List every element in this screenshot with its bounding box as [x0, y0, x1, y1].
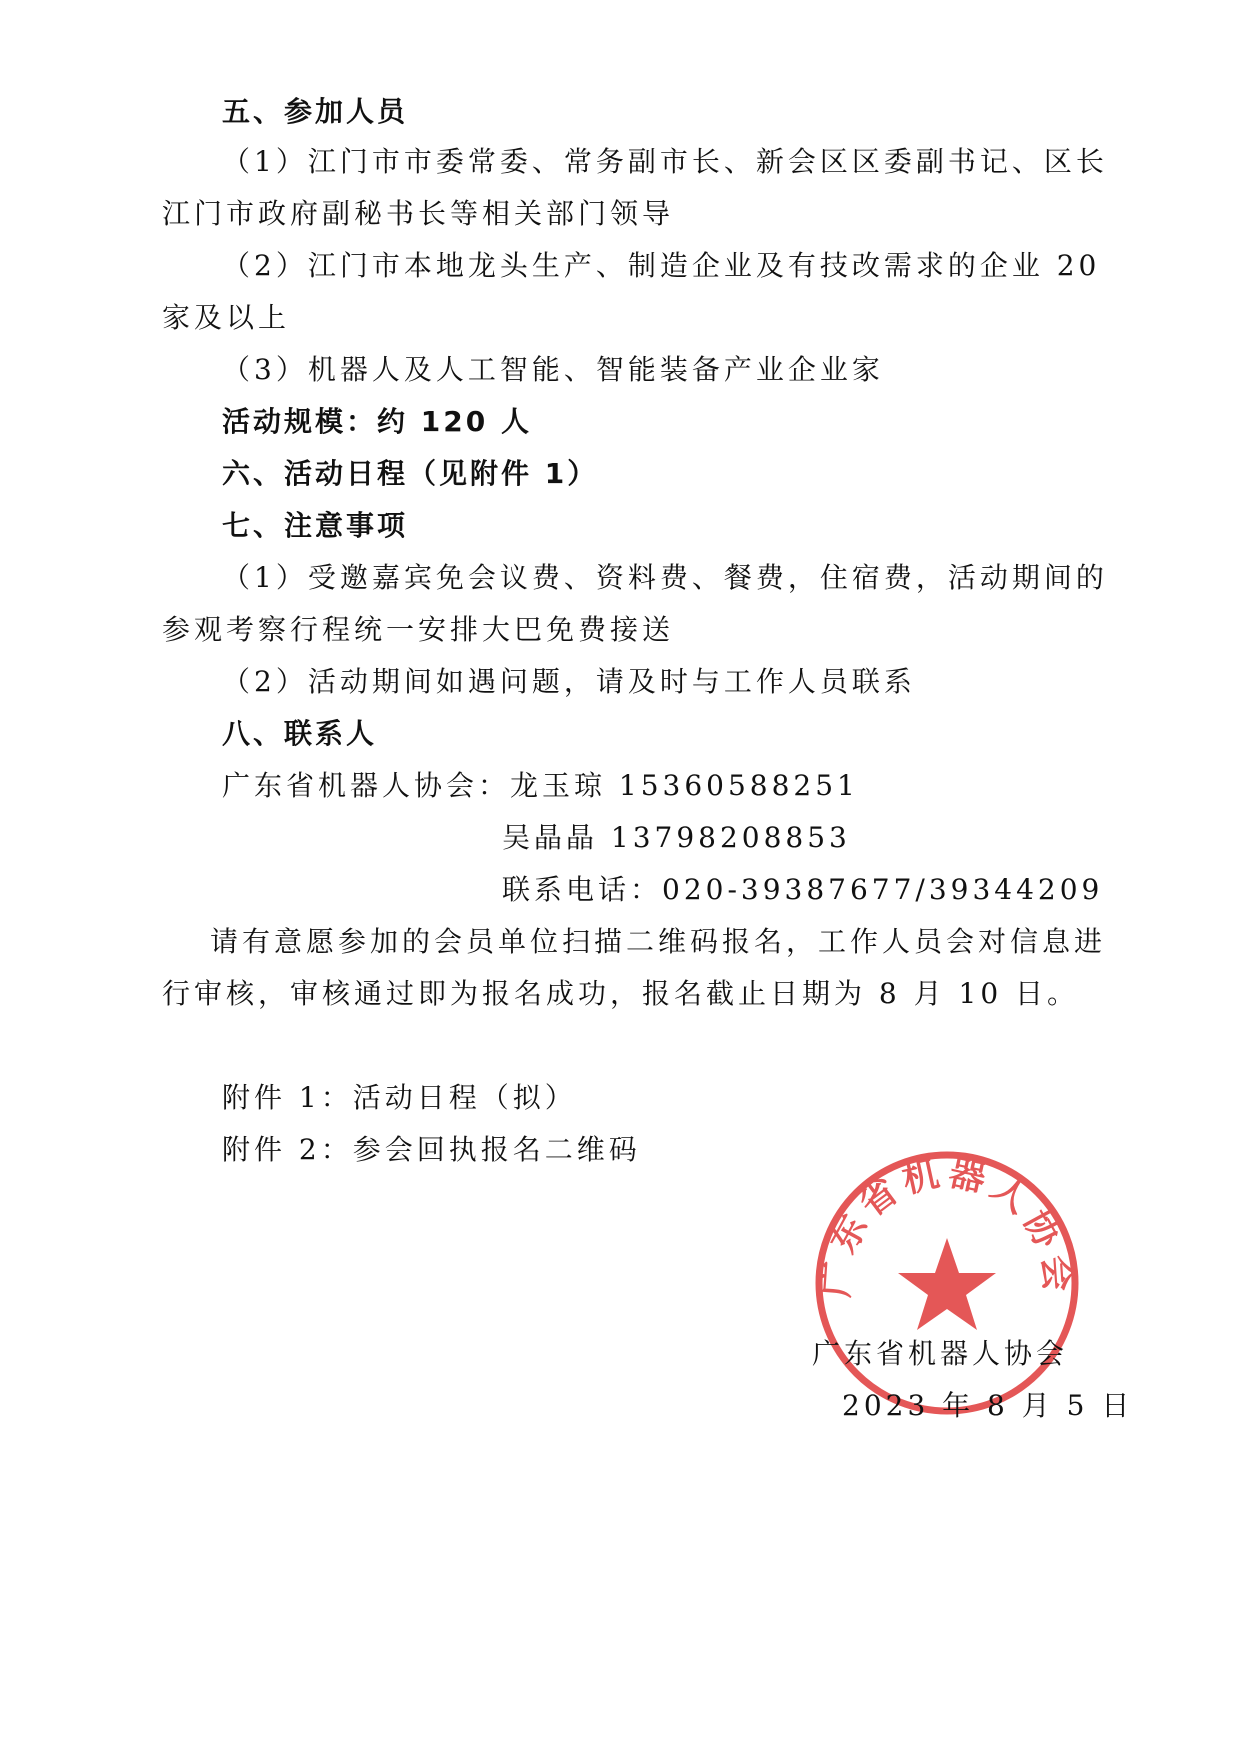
section-5-item-2-line-2: 家及以上 — [162, 301, 291, 334]
section-5-item-3: （3）机器人及人工智能、智能装备产业企业家 — [222, 353, 884, 386]
attachment-1: 附件 1：活动日程（拟） — [222, 1081, 577, 1114]
activity-scale: 活动规模：约 120 人 — [222, 405, 532, 438]
contact-line-3: 联系电话：020-39387677/39344209 — [502, 873, 1104, 906]
section-7-item-1-line-1: （1）受邀嘉宾免会议费、资料费、餐费，住宿费，活动期间的 — [222, 561, 1108, 594]
section-5-heading: 五、参加人员 — [222, 95, 409, 128]
section-7-item-1-line-2: 参观考察行程统一安排大巴免费接送 — [162, 613, 675, 646]
contact-line-1: 广东省机器人协会：龙玉琼 15360588251 — [222, 769, 859, 802]
section-5-item-1-line-2: 江门市政府副秘书长等相关部门领导 — [162, 197, 675, 230]
section-7-heading: 七、注意事项 — [222, 509, 409, 542]
section-8-heading: 八、联系人 — [222, 717, 378, 750]
attachment-2: 附件 2：参会回执报名二维码 — [222, 1133, 641, 1166]
registration-note-line-1: 请有意愿参加的会员单位扫描二维码报名，工作人员会对信息进 — [210, 925, 1107, 958]
contact-line-2: 吴晶晶 13798208853 — [502, 821, 851, 854]
official-seal-stamp — [812, 1148, 1082, 1418]
signature-organization: 广东省机器人协会 — [812, 1337, 1069, 1370]
seal-text: 广东省机器人协会 — [815, 1152, 1079, 1299]
signature-date: 2023 年 8 月 5 日 — [842, 1389, 1134, 1422]
section-7-item-2: （2）活动期间如遇问题，请及时与工作人员联系 — [222, 665, 916, 698]
section-5-item-2-line-1: （2）江门市本地龙头生产、制造企业及有技改需求的企业 20 — [222, 249, 1101, 282]
section-5-item-1-line-1: （1）江门市市委常委、常务副市长、新会区区委副书记、区长 — [222, 145, 1108, 178]
section-6-heading: 六、活动日程（见附件 1） — [222, 457, 599, 490]
registration-note-line-2: 行审核，审核通过即为报名成功，报名截止日期为 8 月 10 日。 — [162, 977, 1080, 1010]
seal-star — [898, 1238, 996, 1330]
